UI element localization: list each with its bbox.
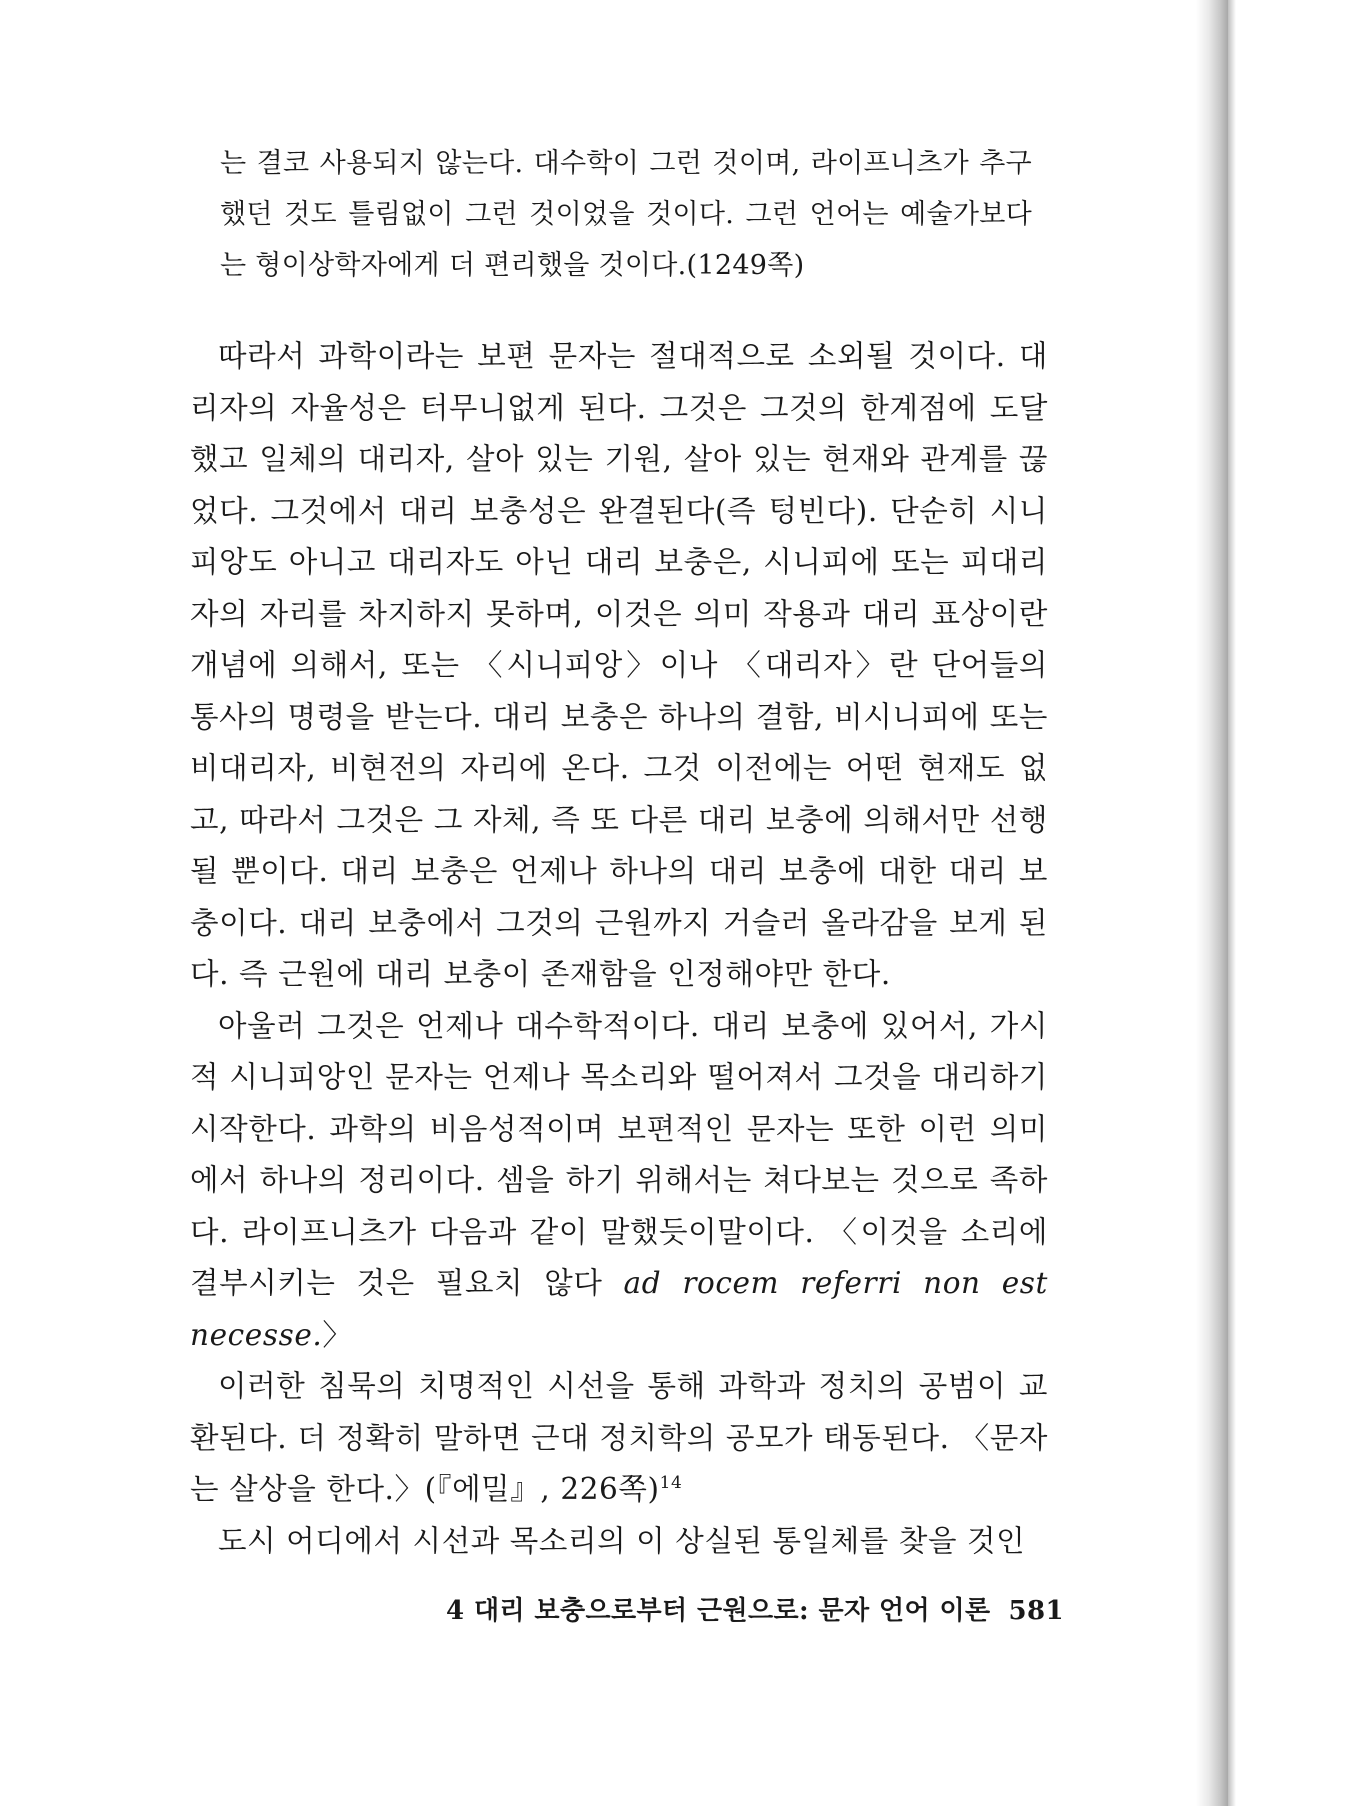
paragraph-2 [190,1001,1048,1362]
paragraph-4-text: 도시 어디에서 시선과 목소리의 이 상실된 통일체를 찾을 것인 [218,1523,1026,1558]
footnote-marker: 14 [659,1473,683,1494]
paragraph-1-text: 따라서 과학이라는 보편 문자는 절대적으로 소외될 것이다. 대리자의 자율성은 터무니없게 된다. 그것은 그것의 한계점에 도달했고 일체의 대리자, 살아 있는 기원, 살아 있는 현재와 관계를 끊었다. 그것에서 대리 보충성은 완결된다(즉 텅빈다). 단순히 시니피앙도 아니고 대리자도 아닌 대리 보충은, 시니피에 또는 피대리자의 자리를 차지하지 못하며, 이것은 의미 작용과 대리 표상이란 개념에 의해서, 또는 〈시니피앙〉이나 〈대리자〉란 단어들의 통사의 명령을 받는다. 대리 보충은 하나의 결함, 비시니피에 또는 비대리자, 비현전의 자리에 온다. 그것 이전에는 어떤 현재도 없고, 따라서 그것은 그 자체, 즉 또 다른 대리 보충에 의해서만 선행될 뿐이다. 대리 보충은 언제나 하나의 대리 보충에 대한 대리 보충이다. 대리 보충에서 그것의 근원까지 거슬러 올라감을 보게 된다. 즉 근원에 대리 보충이 존재함을 인정해야만 한다. [190,339,1048,991]
paragraph-3-text: 이러한 침묵의 치명적인 시선을 통해 과학과 정치의 공범이 교환된다. 더 정확히 말하면 근대 정치학의 공모가 태동된다. 〈문자는 살상을 한다.〉(『에밀』, 226쪽) [190,1369,1048,1506]
latin-quote: ad rocem referri non est necesse. [190,1266,1048,1352]
page-footer [446,1590,1064,1627]
paragraph-4 [190,1516,1048,1568]
page-content [190,138,1048,1567]
body-text [190,331,1048,1567]
paragraph-2-tail: 〉 [322,1317,353,1352]
paragraph-3 [190,1361,1048,1516]
page-edge [1196,0,1228,1806]
running-head: 4 대리 보충으로부터 근원으로: 문자 언어 이론 [446,1596,991,1626]
paragraph-1 [190,331,1048,1001]
page-edge-shadow [1228,0,1236,1806]
paragraph-2-text: 아울러 그것은 언제나 대수학적이다. 대리 보충에 있어서, 가시적 시니피앙인 문자는 언제나 목소리와 떨어져서 그것을 대리하기 시작한다. 과학의 비음성적이며 보편적인 문자는 또한 이런 의미에서 하나의 정리이다. 셈을 하기 위해서는 쳐다보는 것으로 족하다. 라이프니츠가 다음과 같이 말했듯이말이다. 〈이것을 소리에 결부시키는 것은 필요치 않다 [190,1008,1048,1300]
page-number: 581 [1008,1596,1064,1626]
block-quote: 는 결코 사용되지 않는다. 대수학이 그런 것이며, 라이프니츠가 추구했던 것도 틀림없이 그런 것이었을 것이다. 그런 언어는 예술가보다는 형이상학자에게 더 편리했을 것이다.(1249쪽) [220,148,1032,281]
